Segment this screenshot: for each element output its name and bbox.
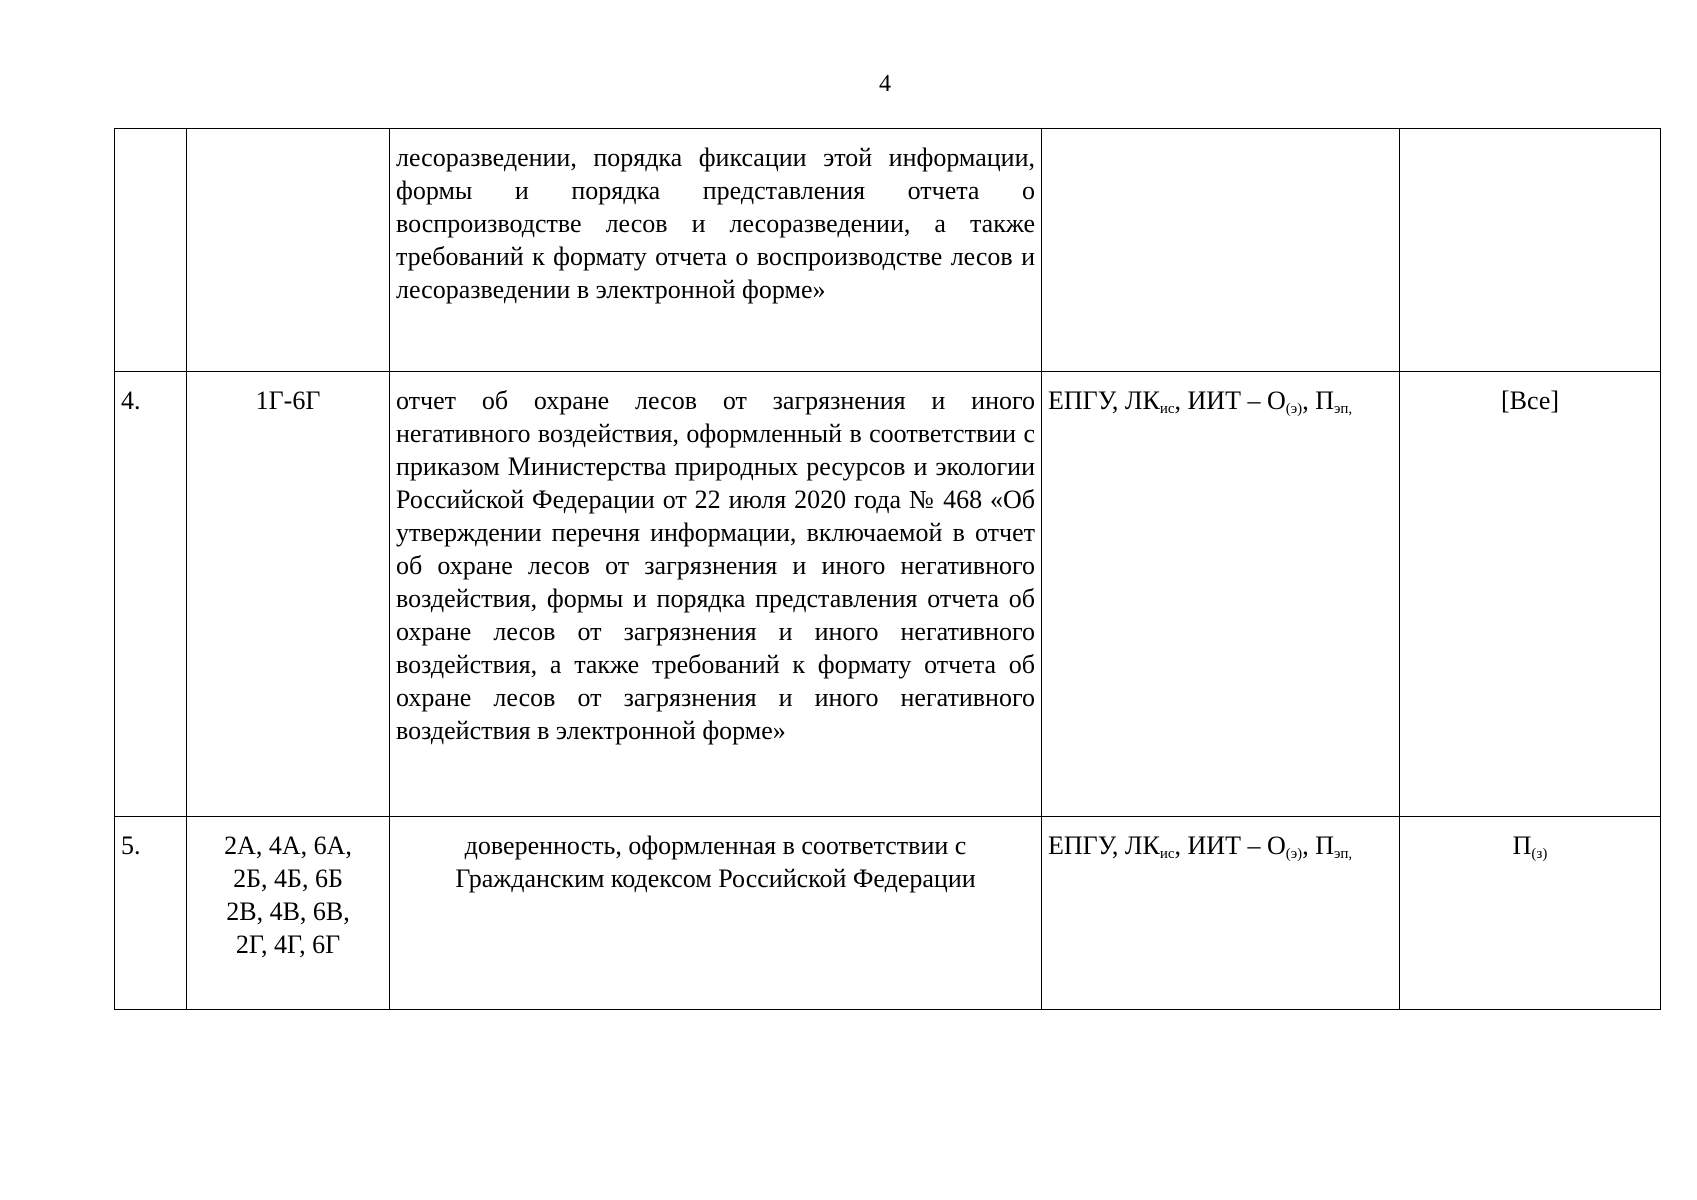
code-line: 2А, 4А, 6А, xyxy=(224,831,352,860)
table-row xyxy=(115,372,1661,817)
channels-cell xyxy=(1042,817,1400,1010)
code-line: 1Г-6Г xyxy=(255,386,321,415)
row-number: 4. xyxy=(121,386,141,415)
codes-cell xyxy=(187,817,390,1010)
row-number: 5. xyxy=(121,831,141,860)
row-number-cell xyxy=(115,129,187,372)
channels-text: ЕПГУ, $ЛК_{ис}$, ИИТ – $О_{(э)}$, $П_{эп,}$ xyxy=(1048,386,1353,417)
description-cell xyxy=(390,129,1042,372)
description-text: лесоразведении, порядка фиксации этой информации, формы и порядка представления отчета о воспроизводстве лесов и лесоразведении, а также требований к формату отчета о воспроизводстве лесов и лесоразведении в электронной форме» xyxy=(396,143,1035,304)
extra-text: [Все] xyxy=(1500,386,1560,415)
extra-text: $П_{(з)}$ xyxy=(1512,831,1548,862)
channels-cell xyxy=(1042,129,1400,372)
description-line: Гражданским кодексом Российской Федерации xyxy=(455,864,976,893)
code-line: 2Б, 4Б, 6Б xyxy=(233,864,343,893)
table-row xyxy=(115,817,1661,1010)
page-number: 4 xyxy=(879,71,891,97)
documents-table xyxy=(114,128,1661,1010)
description-cell xyxy=(390,817,1042,1010)
extra-cell xyxy=(1400,129,1661,372)
extra-cell xyxy=(1400,817,1661,1010)
description-text: отчет об охране лесов от загрязнения и иного негативного воздействия, оформленный в соответствии с приказом Министерства природных ресурсов и экологии Российской Федерации от 22 июля 2020 года № 468 «Об утверждении перечня информации, включаемой в отчет об охране лесов от загрязнения и иного негативного воздействия, формы и порядка представления отчета об охране лесов от загрязнения и иного негативного воздействия, а также требований к формату отчета об охране лесов от загрязнения и иного негативного воздействия в электронной форме» xyxy=(396,386,1035,745)
code-line: 2Г, 4Г, 6Г xyxy=(235,930,341,959)
channels-cell xyxy=(1042,372,1400,817)
channels-text: ЕПГУ, $ЛК_{ис}$, ИИТ – $О_{(э)}$, $П_{эп,}$ xyxy=(1048,831,1353,862)
description-line: доверенность, оформленная в соответствии с xyxy=(464,831,967,860)
table-row xyxy=(115,129,1661,372)
row-number-cell xyxy=(115,372,187,817)
row-number-cell xyxy=(115,817,187,1010)
extra-cell xyxy=(1400,372,1661,817)
codes-cell xyxy=(187,372,390,817)
description-cell xyxy=(390,372,1042,817)
codes-cell xyxy=(187,129,390,372)
code-line: 2В, 4В, 6В, xyxy=(226,897,350,926)
